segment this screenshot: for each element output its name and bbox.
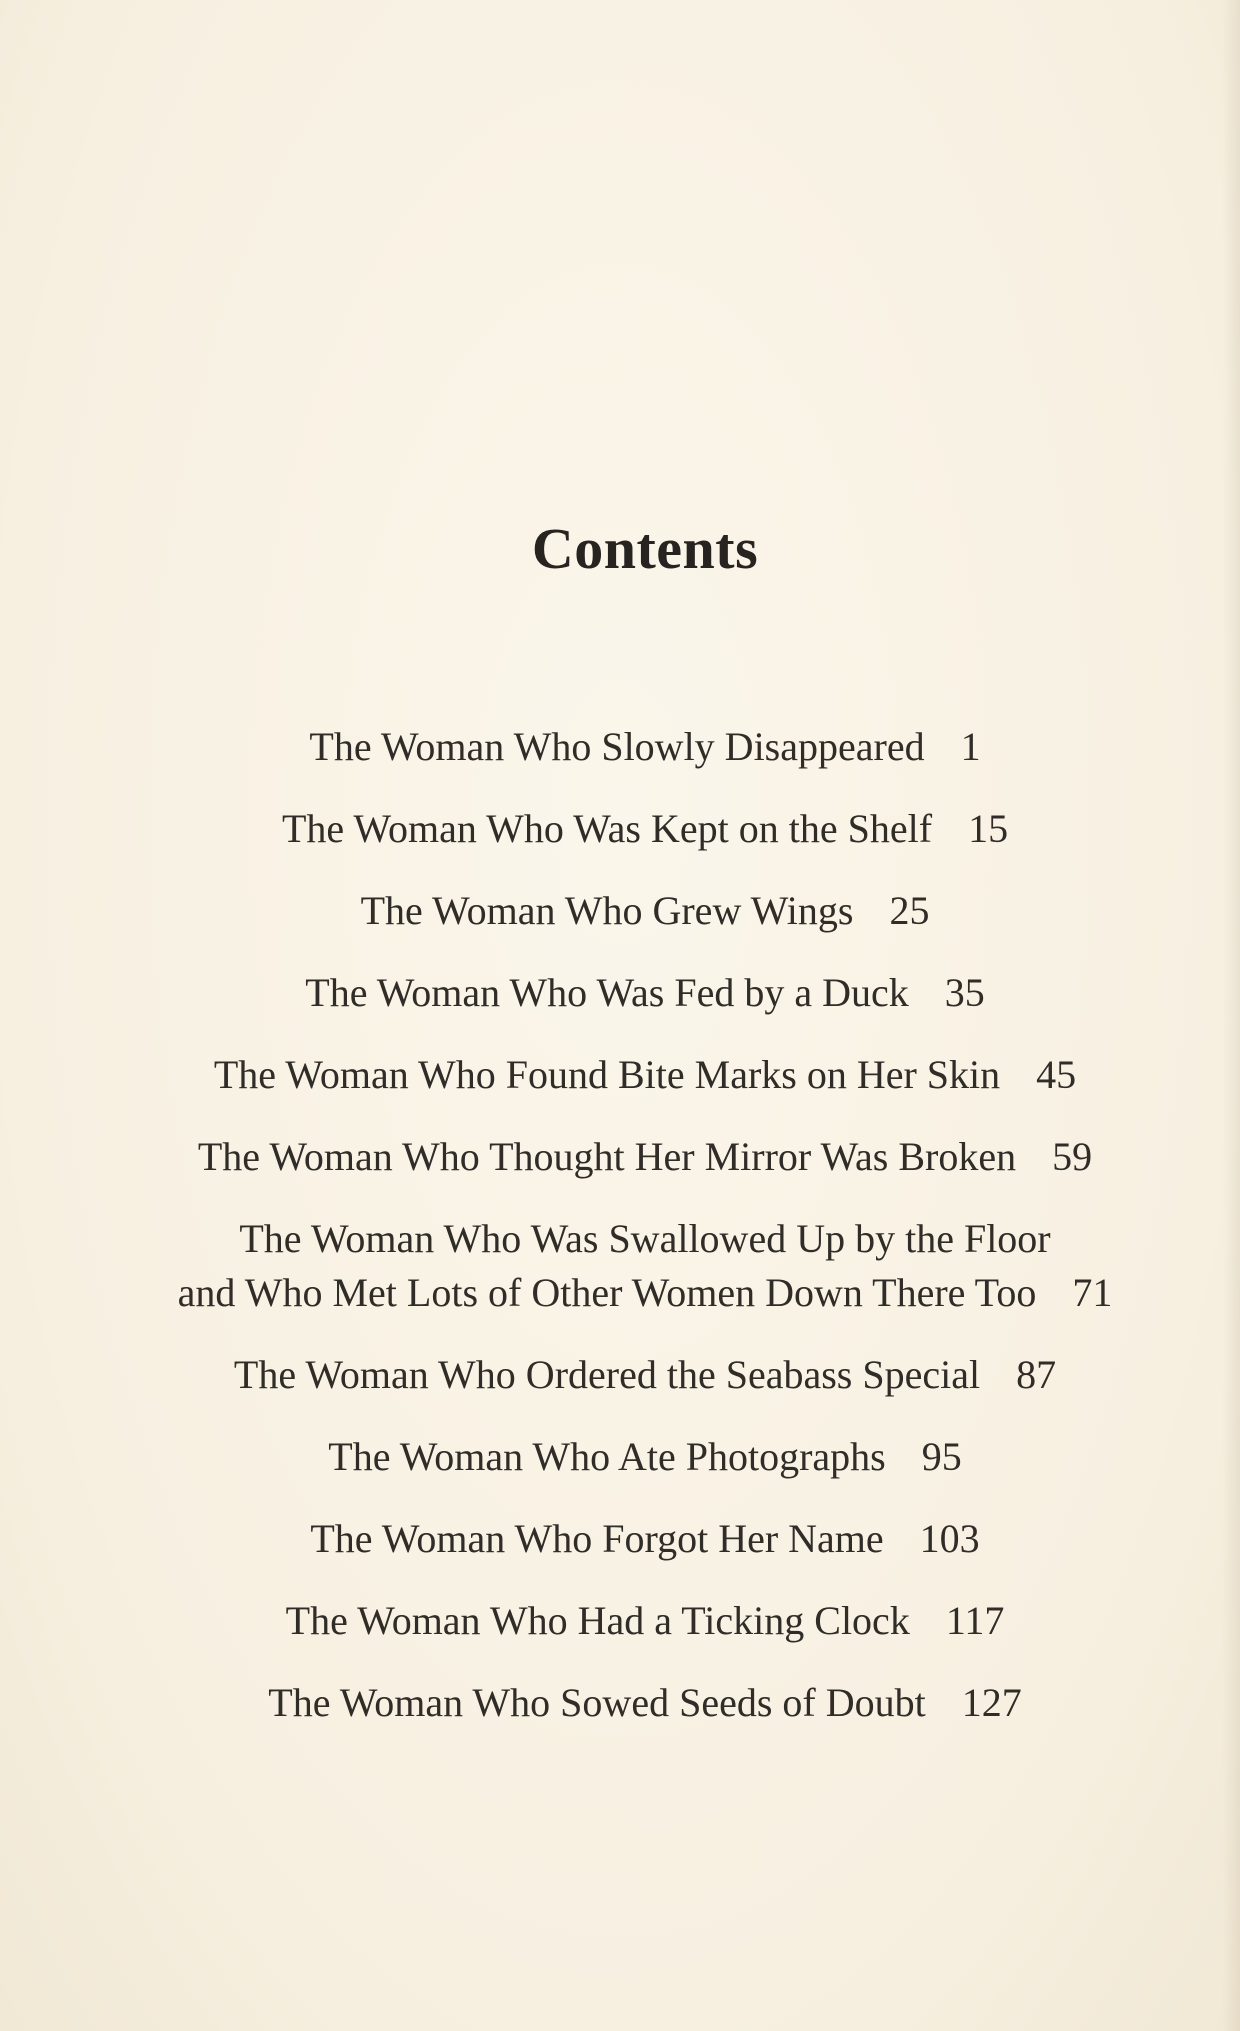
page-title: Contents xyxy=(531,516,759,581)
toc-entry-title: The Woman Who Was Kept on the Shelf xyxy=(281,806,933,851)
toc-entry xyxy=(0,720,1240,774)
toc-page-number: 35 xyxy=(944,970,985,1015)
toc-entry-title-line2-wrap xyxy=(0,1266,1240,1320)
toc-entry-title-line2: and Who Met Lots of Other Women Down There Too xyxy=(177,1270,1037,1315)
toc-entry xyxy=(0,1212,1240,1320)
toc-page-number: 15 xyxy=(968,806,1009,851)
toc-entry-title: The Woman Who Found Bite Marks on Her Skin xyxy=(213,1052,1001,1097)
toc-entry xyxy=(0,1676,1240,1730)
toc-entry xyxy=(0,1348,1240,1402)
toc-entry xyxy=(0,1594,1240,1648)
toc-page-number: 1 xyxy=(960,724,981,769)
toc-entry-title: The Woman Who Had a Ticking Clock xyxy=(285,1598,910,1643)
toc-entry-title: The Woman Who Ate Photographs xyxy=(328,1434,886,1479)
toc-page-number: 87 xyxy=(1016,1352,1057,1397)
toc-entry xyxy=(0,966,1240,1020)
toc-entry-title: The Woman Who Thought Her Mirror Was Broken xyxy=(197,1134,1017,1179)
toc-entry-title: The Woman Who Forgot Her Name xyxy=(310,1516,884,1561)
table-of-contents xyxy=(0,720,1240,1758)
toc-entry xyxy=(0,1512,1240,1566)
toc-entry xyxy=(0,802,1240,856)
toc-entry-title: The Woman Who Was Fed by a Duck xyxy=(305,970,909,1015)
toc-entry-title: The Woman Who Sowed Seeds of Doubt xyxy=(268,1680,926,1725)
toc-page-number: 103 xyxy=(919,1516,980,1561)
toc-page-number: 59 xyxy=(1052,1134,1093,1179)
toc-page-number: 45 xyxy=(1036,1052,1077,1097)
toc-entry xyxy=(0,1048,1240,1102)
toc-page-number: 127 xyxy=(961,1680,1022,1725)
toc-page-number: 95 xyxy=(921,1434,962,1479)
toc-entry-title-line1: The Woman Who Was Swallowed Up by the Floor xyxy=(239,1216,1051,1261)
toc-entry xyxy=(0,884,1240,938)
toc-page-number: 117 xyxy=(945,1598,1005,1643)
toc-entry-title: The Woman Who Grew Wings xyxy=(360,888,854,933)
toc-entry xyxy=(0,1130,1240,1184)
toc-entry-title: The Woman Who Slowly Disappeared xyxy=(309,724,925,769)
toc-entry xyxy=(0,1430,1240,1484)
toc-entry-title: The Woman Who Ordered the Seabass Special xyxy=(233,1352,981,1397)
toc-page-number: 25 xyxy=(889,888,930,933)
toc-page-number: 71 xyxy=(1072,1270,1113,1315)
